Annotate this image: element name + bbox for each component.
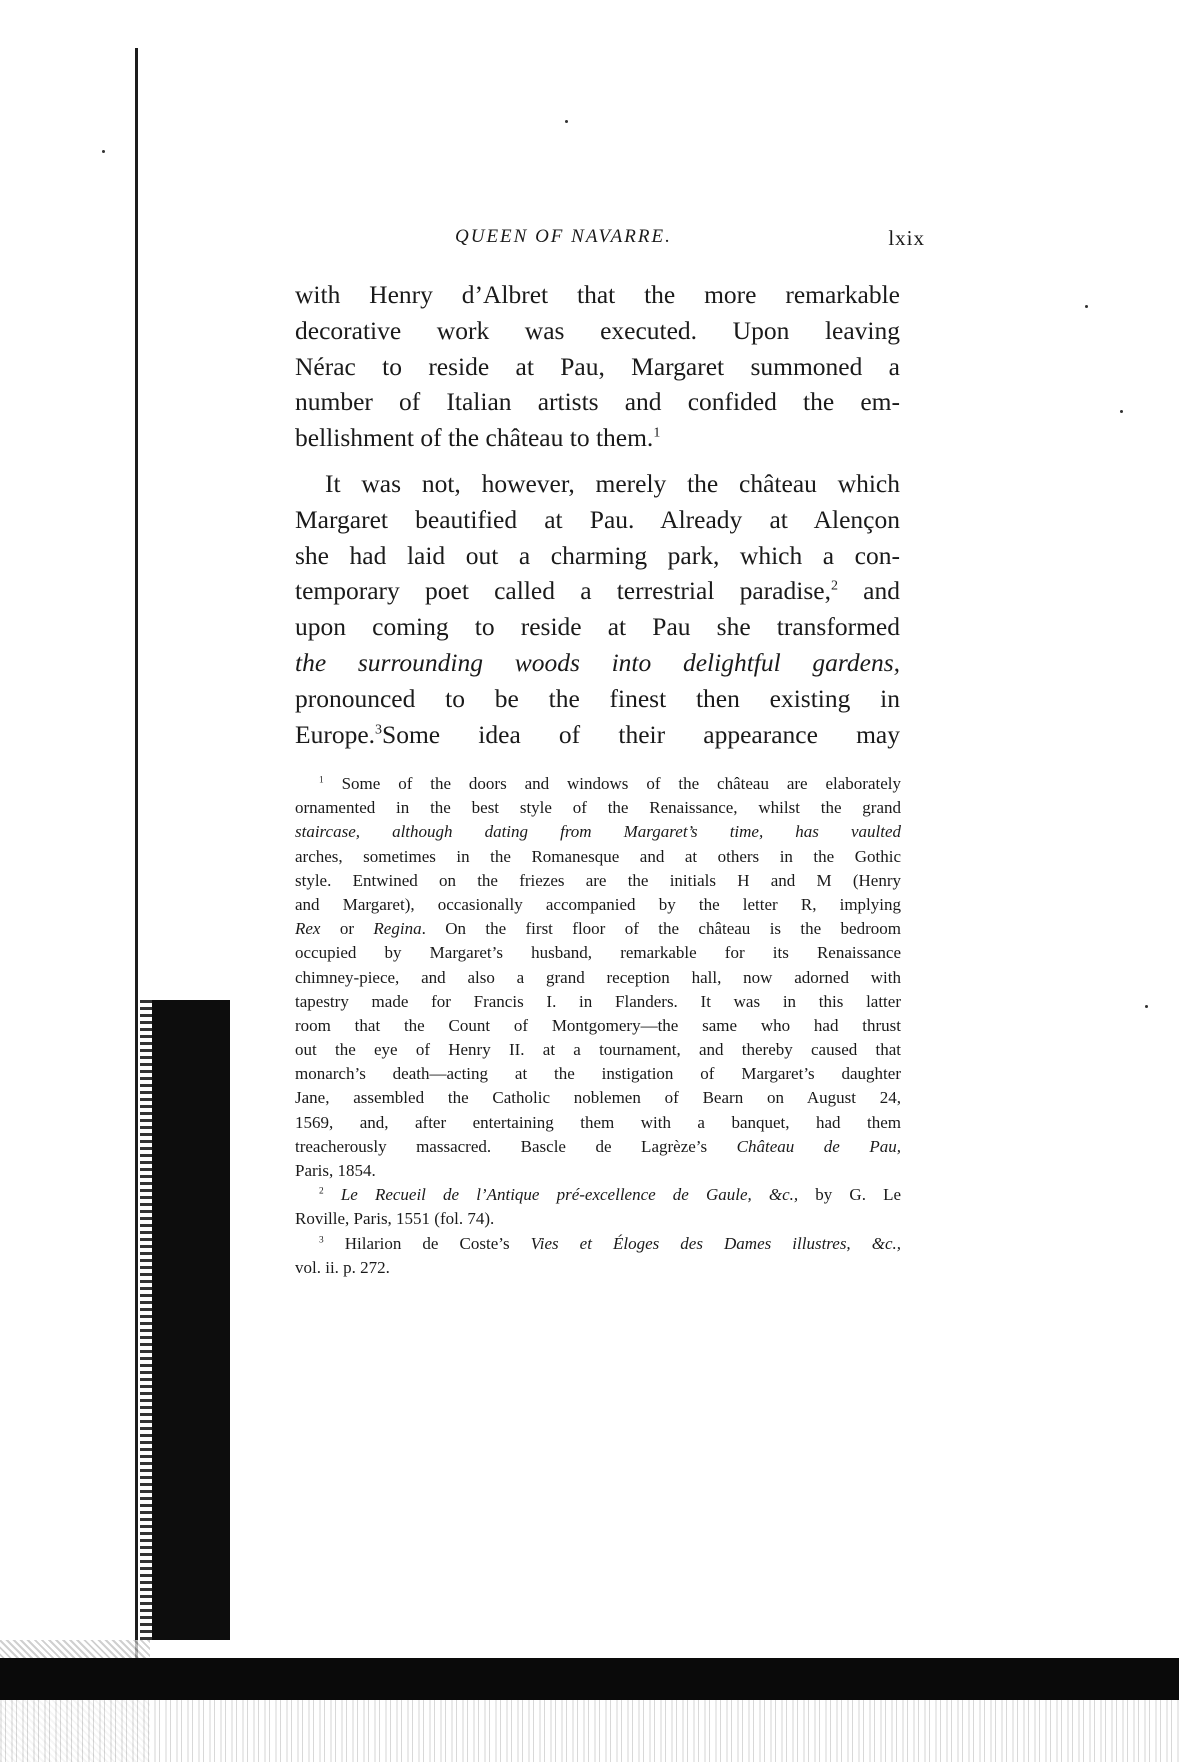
speck xyxy=(1145,1005,1148,1008)
footnote-1-line: out the eye of Henry II. at a tournament, and thereby caused that xyxy=(295,1040,901,1060)
footnotes xyxy=(295,772,901,1280)
footnote-marker: 1 xyxy=(319,775,324,786)
text-line: Europe.$^3$Some idea of their appearance may xyxy=(295,719,900,749)
footnote-3-line: vol. ii. p. 272. xyxy=(295,1257,390,1277)
footnote-1-line: Rex or Regina. On the first floor of the château is the bedroom xyxy=(295,919,901,939)
page-number: lxix xyxy=(888,226,925,250)
footnote-1-line: treacherously massacred. Bascle de Lagrèze’s Château de Pau, xyxy=(295,1136,901,1156)
text-line: bellishment of the château to them.$^1$ xyxy=(295,423,661,453)
footnote-marker: 2 xyxy=(319,1186,324,1197)
footnote-ref: 1 xyxy=(653,425,661,441)
text-line: upon coming to reside at Pau she transformed xyxy=(295,612,900,642)
footnote-1-line: arches, sometimes in the Romanesque and at others in the Gothic xyxy=(295,846,901,866)
scan-bottom-noise xyxy=(0,1700,1179,1762)
footnote-2-line: $^2$ Le Recueil de l’Antique pré-excellence de Gaule, &c., by G. Le xyxy=(319,1185,902,1205)
footnote-ref: 3 xyxy=(375,722,383,738)
text-line: decorative work was executed. Upon leaving xyxy=(295,315,900,345)
footnote-ref: 2 xyxy=(830,578,838,594)
scan-bottom-band xyxy=(0,1658,1179,1700)
text-line: temporary poet called a terrestrial paradise,$^2$ and xyxy=(295,576,900,606)
running-head-title: QUEEN OF NAVARRE. xyxy=(455,226,672,247)
footnote-1-line: chimney-piece, and also a grand reception hall, now adorned with xyxy=(295,967,901,987)
text-line: Nérac to reside at Pau, Margaret summoned a xyxy=(295,351,900,381)
footnote-1-line: occupied by Margaret’s husband, remarkable for its Renaissance xyxy=(295,943,901,963)
footnote-1-line: room that the Count of Montgomery—the same who had thrust xyxy=(295,1015,901,1035)
footnote-1-line: and Margaret), occasionally accompanied by the letter R, implying xyxy=(295,894,901,914)
footnote-1-line: staircase, although dating from Margaret’s time, has vaulted xyxy=(295,822,901,842)
footnote-1-line: 1569, and, after entertaining them with a banquet, had them xyxy=(295,1112,901,1132)
speck xyxy=(1120,410,1123,413)
footnote-1-line: tapestry made for Francis I. in Flanders. It was in this latter xyxy=(295,991,901,1011)
text-line: she had laid out a charming park, which a con- xyxy=(295,540,900,570)
footnote-1-line: style. Entwined on the friezes are the initials H and M (Henry xyxy=(295,870,901,890)
running-head xyxy=(295,226,925,256)
binding-edge-line xyxy=(135,48,138,1688)
text-line: Margaret beautified at Pau. Already at Alençon xyxy=(295,504,900,534)
speck xyxy=(1085,305,1088,308)
footnote-marker: 3 xyxy=(319,1234,324,1245)
footnote-1-line: ornamented in the best style of the Renaissance, whilst the grand xyxy=(295,798,901,818)
body-text xyxy=(295,277,900,752)
footnote-3-line: $^3$ Hilarion de Coste’s Vies et Éloges des Dames illustres, &c., xyxy=(319,1233,901,1253)
footnote-1-line: $^1$ Some of the doors and windows of the château are elaborately xyxy=(319,774,902,793)
text-line: It was not, however, merely the château which xyxy=(325,468,900,498)
text-line: with Henry d’Albret that the more remarkable xyxy=(295,280,900,309)
footnote-1-line: Paris, 1854. xyxy=(295,1161,376,1180)
footnote-1-line: monarch’s death—acting at the instigation of Margaret’s daughter xyxy=(295,1064,901,1084)
footnote-1-line: Jane, assembled the Catholic noblemen of Bearn on August 24, xyxy=(295,1088,901,1108)
scan-shadow-strip xyxy=(150,1000,230,1640)
speck xyxy=(102,150,105,153)
speck xyxy=(565,120,568,123)
footnote-2-line: Roville, Paris, 1551 (fol. 74). xyxy=(295,1209,495,1229)
text-line: the surrounding woods into delightful gardens, xyxy=(295,647,900,677)
text-line: pronounced to be the finest then existing in xyxy=(295,683,900,713)
text-line: number of Italian artists and confided the em- xyxy=(295,387,900,417)
